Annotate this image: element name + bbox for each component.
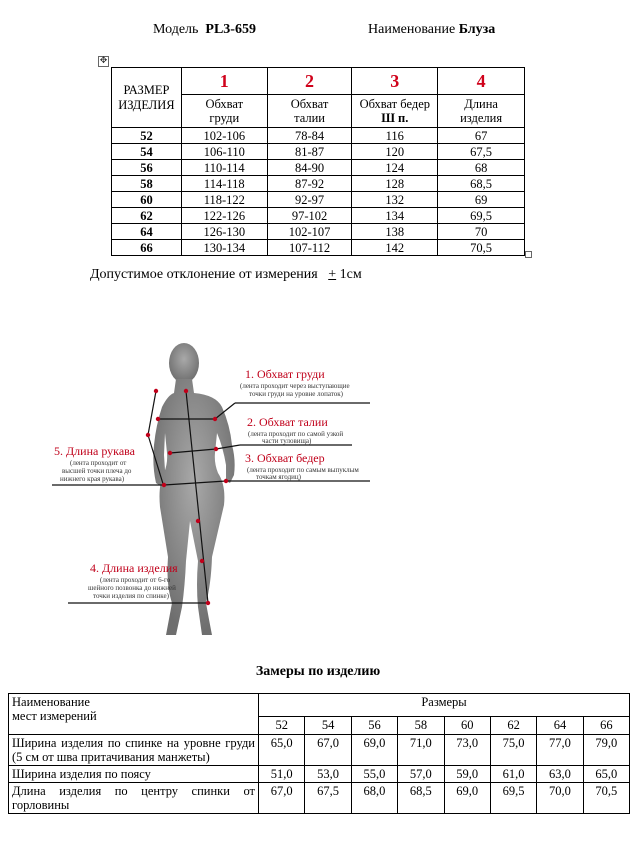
value-cell: 92-97 xyxy=(267,192,352,208)
value-cell: 126-130 xyxy=(181,224,267,240)
measure-place-name: Ширина изделия по поясу xyxy=(9,766,259,783)
col-head-4-l2: изделия xyxy=(460,111,503,125)
value-cell: 87-92 xyxy=(267,176,352,192)
measure-value: 51,0 xyxy=(259,766,305,783)
measure-row xyxy=(9,783,630,814)
value-cell: 97-102 xyxy=(267,208,352,224)
length-note2: шейного позвонка до нижней xyxy=(88,584,176,592)
value-cell: 118-122 xyxy=(181,192,267,208)
value-cell: 132 xyxy=(352,192,438,208)
size-row xyxy=(112,240,525,256)
value-cell: 134 xyxy=(352,208,438,224)
size-col-header: 60 xyxy=(444,717,490,735)
measure-value: 67,0 xyxy=(305,735,351,766)
model-line xyxy=(153,22,256,38)
sleeve-note2: высшей точки плеча до xyxy=(62,467,132,475)
value-cell: 116 xyxy=(352,128,438,144)
size-row xyxy=(112,192,525,208)
measure-value: 79,0 xyxy=(583,735,629,766)
size-col-header: 52 xyxy=(259,717,305,735)
size-cell: 56 xyxy=(112,160,182,176)
size-col-header: 64 xyxy=(537,717,583,735)
measure-value: 59,0 xyxy=(444,766,490,783)
value-cell: 107-112 xyxy=(267,240,352,256)
col-head-2-l2: талии xyxy=(294,111,325,125)
measure-title: Замеры по изделию xyxy=(255,664,381,679)
value-cell: 106-110 xyxy=(181,144,267,160)
value-cell: 122-126 xyxy=(181,208,267,224)
measure-value: 70,0 xyxy=(537,783,583,814)
size-cell: 64 xyxy=(112,224,182,240)
size-header-cell xyxy=(112,68,182,128)
length-note3: точки изделия по спинке) xyxy=(93,592,169,600)
col-head-1 xyxy=(181,95,267,128)
measure-value: 68,5 xyxy=(398,783,444,814)
measure-value: 63,0 xyxy=(537,766,583,783)
col-head-4-l1: Длина xyxy=(464,97,498,111)
waist-note2: части туловища) xyxy=(262,437,312,445)
size-row xyxy=(112,160,525,176)
size-header-line2: ИЗДЕЛИЯ xyxy=(118,97,175,112)
value-cell: 120 xyxy=(352,144,438,160)
name-line xyxy=(368,22,495,38)
measure-value: 69,0 xyxy=(351,735,397,766)
col-head-2 xyxy=(267,95,352,128)
measure-value: 71,0 xyxy=(398,735,444,766)
measure-place-name: Ширина изделия по спинке на уровне груди (5 см от шва притачивания манжеты) xyxy=(9,735,259,766)
table-move-handle-icon[interactable]: ✥ xyxy=(99,56,108,66)
measure-value: 65,0 xyxy=(259,735,305,766)
place-header: Наименование мест измерений xyxy=(9,694,259,735)
value-cell: 110-114 xyxy=(181,160,267,176)
tolerance-text: Допустимое отклонение от измерения xyxy=(90,267,318,282)
chest-note1: (лента проходит через выступающие xyxy=(240,382,350,390)
size-col-header: 58 xyxy=(398,717,444,735)
col-head-3-l2: Ш п. xyxy=(381,111,409,125)
value-cell: 69 xyxy=(438,192,525,208)
value-cell: 102-107 xyxy=(267,224,352,240)
tolerance-line xyxy=(90,267,362,283)
waist-note1: (лента проходит по самой узкой xyxy=(248,430,344,438)
measure-value: 75,0 xyxy=(490,735,536,766)
measure-value: 69,0 xyxy=(444,783,490,814)
size-col-header: 62 xyxy=(490,717,536,735)
measure-value: 67,0 xyxy=(259,783,305,814)
value-cell: 130-134 xyxy=(181,240,267,256)
chest-title: 1. Обхват груди xyxy=(245,367,325,381)
value-cell: 128 xyxy=(352,176,438,192)
measure-place-name: Длина изделия по центру спинки от горловины xyxy=(9,783,259,814)
length-note1: (лента проходит от 6-го xyxy=(100,576,171,584)
col-num-4: 4 xyxy=(438,68,525,95)
value-cell: 70 xyxy=(438,224,525,240)
value-cell: 81-87 xyxy=(267,144,352,160)
measure-value: 55,0 xyxy=(351,766,397,783)
size-row xyxy=(112,208,525,224)
size-row xyxy=(112,144,525,160)
value-cell: 138 xyxy=(352,224,438,240)
size-cell: 58 xyxy=(112,176,182,192)
size-col-header: 56 xyxy=(351,717,397,735)
sleeve-line xyxy=(148,391,156,435)
measure-row xyxy=(9,766,630,783)
col-num-1: 1 xyxy=(181,68,267,95)
measure-value: 68,0 xyxy=(351,783,397,814)
size-cell: 54 xyxy=(112,144,182,160)
size-table xyxy=(111,67,525,256)
col-head-3 xyxy=(352,95,438,128)
sleeve-note3: нижнего края рукава) xyxy=(60,475,125,483)
value-cell: 142 xyxy=(352,240,438,256)
col-num-3: 3 xyxy=(352,68,438,95)
value-cell: 102-106 xyxy=(181,128,267,144)
value-cell: 68,5 xyxy=(438,176,525,192)
sleeve-note1: (лента проходит от xyxy=(70,459,127,467)
col-head-2-l1: Обхват xyxy=(290,97,329,111)
model-label: Модель xyxy=(153,22,199,37)
col-head-4 xyxy=(438,95,525,128)
measurement-diagram xyxy=(40,335,390,645)
measure-value: 73,0 xyxy=(444,735,490,766)
col-head-3-l1: Обхват бедер xyxy=(359,97,431,111)
size-row xyxy=(112,224,525,240)
measure-value: 61,0 xyxy=(490,766,536,783)
size-cell: 66 xyxy=(112,240,182,256)
hips-note1: (лента проходит по самым выпуклым xyxy=(247,466,359,474)
size-col-header: 66 xyxy=(583,717,629,735)
table-resize-handle[interactable] xyxy=(525,251,532,258)
size-cell: 52 xyxy=(112,128,182,144)
col-head-1-l1: Обхват xyxy=(205,97,244,111)
measure-value: 69,5 xyxy=(490,783,536,814)
hips-title: 3. Обхват бедер xyxy=(245,451,325,465)
size-header-line1: РАЗМЕР xyxy=(123,82,170,97)
value-cell: 67,5 xyxy=(438,144,525,160)
value-cell: 70,5 xyxy=(438,240,525,256)
value-cell: 78-84 xyxy=(267,128,352,144)
waist-title: 2. Обхват талии xyxy=(247,415,328,429)
model-value: PL3-659 xyxy=(205,22,256,37)
measure-value: 57,0 xyxy=(398,766,444,783)
value-cell: 124 xyxy=(352,160,438,176)
col-head-1-l2: груди xyxy=(209,111,240,125)
length-title: 4. Длина изделия xyxy=(90,561,178,575)
measure-table xyxy=(8,693,630,814)
size-cell: 62 xyxy=(112,208,182,224)
size-col-header: 54 xyxy=(305,717,351,735)
value-cell: 84-90 xyxy=(267,160,352,176)
name-label: Наименование xyxy=(368,22,456,37)
measure-value: 53,0 xyxy=(305,766,351,783)
tolerance-value: 1см xyxy=(339,267,362,282)
sleeve-title: 5. Длина рукава xyxy=(54,444,135,458)
measure-value: 70,5 xyxy=(583,783,629,814)
size-cell: 60 xyxy=(112,192,182,208)
measure-row xyxy=(9,735,630,766)
chest-note2: точки груди на уровне лопаток) xyxy=(249,390,343,398)
name-value: Блуза xyxy=(458,22,496,37)
tolerance-sign: + xyxy=(328,267,337,282)
size-row xyxy=(112,176,525,192)
hips-note2: точкам ягодиц) xyxy=(256,473,301,481)
measure-value: 65,0 xyxy=(583,766,629,783)
measure-value: 67,5 xyxy=(305,783,351,814)
col-num-2: 2 xyxy=(267,68,352,95)
value-cell: 69,5 xyxy=(438,208,525,224)
value-cell: 114-118 xyxy=(181,176,267,192)
sizes-header: Размеры xyxy=(259,694,630,717)
value-cell: 68 xyxy=(438,160,525,176)
measure-value: 77,0 xyxy=(537,735,583,766)
size-row xyxy=(112,128,525,144)
value-cell: 67 xyxy=(438,128,525,144)
